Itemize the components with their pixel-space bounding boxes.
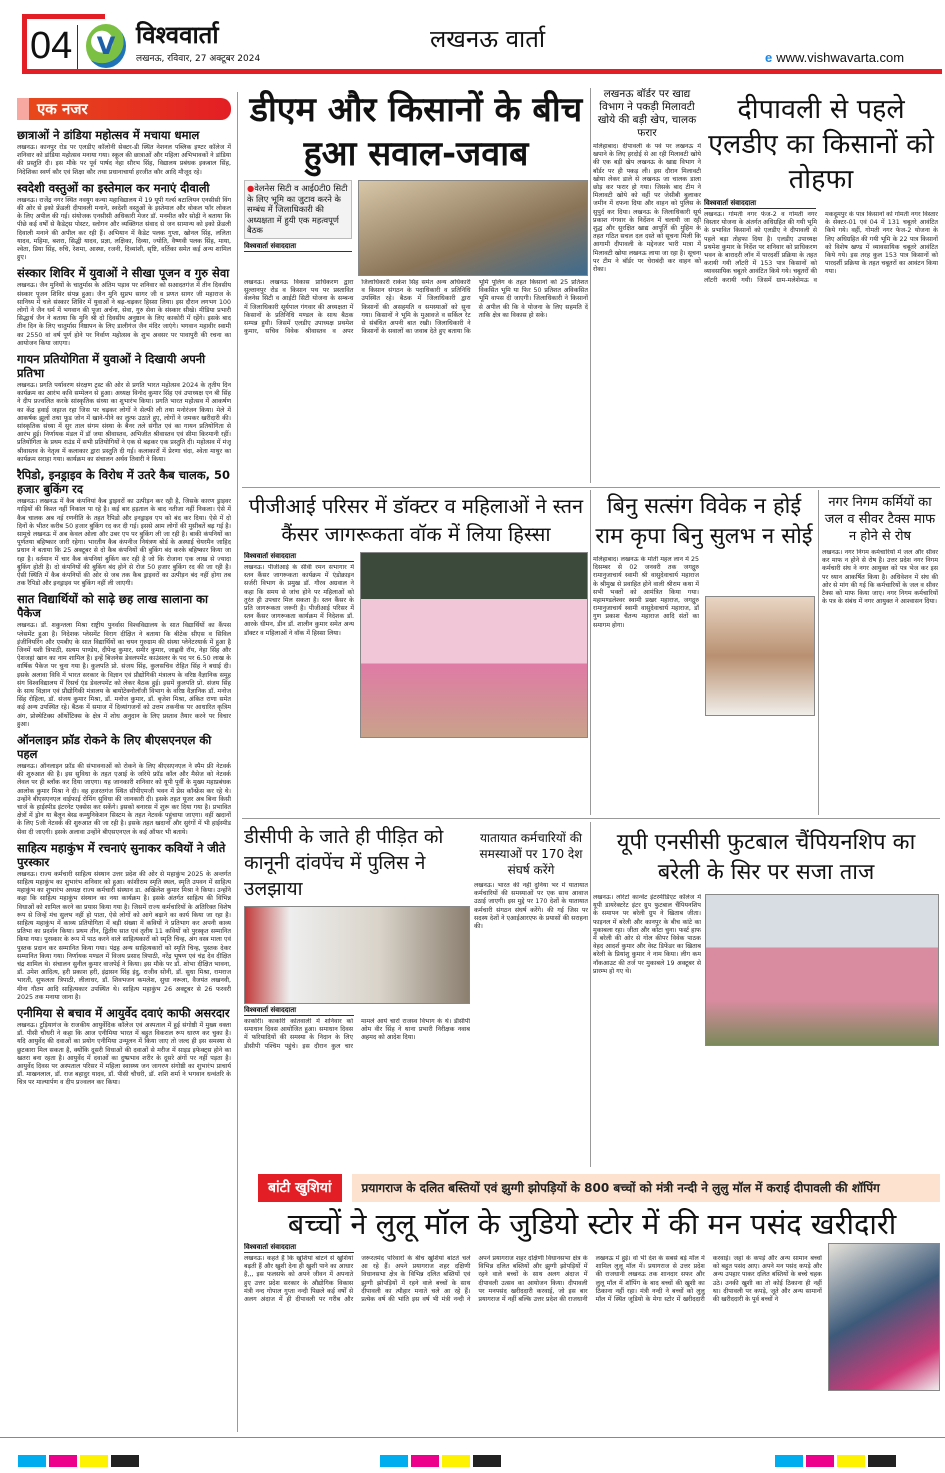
nigam-body: लखनऊ। नगर निगम कर्मचारियों में जल और सीवर कर माफ न होने से रोष है। उत्तर प्रदेश नगर निगम कर्मचारी संघ ने नगर आयुक्त को पत्र भेज कर इस पर ध्यान आकर्षित किया है। अधिवेशन में संघ की ओर से मांग की गई कि कर्मचारियों के जल व सीवर टैक्स को माफ किया जाए। नगर निगम कर्मचारियों के पत्र के संबंध में नगर आयुक्त ने आश्वासन दिया। (822, 549, 938, 606)
dcp-byline: विश्ववार्ता संवाददाता (244, 1006, 354, 1016)
brief-headline: स्वदेशी वस्तुओं का इस्तेमाल कर मनाएं दीवाली (17, 180, 210, 195)
lulu-byline: विश्ववार्ता संवाददाता (244, 1243, 354, 1253)
dm-lead-row (244, 180, 588, 276)
yatayat-headline: यातायात कर्मचारियों की समस्याओं पर 170 देश संघर्ष करेंगे (479, 831, 583, 877)
brief-body: लखनऊ। लखनऊ में कैब कंपनियां कैब ड्राइवरों का उत्पीड़न कर रही है, जिसके कारण ड्राइवर गाड़ियों की किश्त नहीं निकाल पा रहे है। कई बार हड़ताल के बाद नतीजा नहीं निकला। ऐसे में कैब चालक अब नई रणनीति के तहत रैपिडो और इनड्राइव एप को बंद कर दिया। ऐसे में दो दिनों के भीतर करीब 50 हजार बुकिंग रद कर दी गई। इससे आम लोगों की मुसीबतें बढ़ गई है। सामूचे लखनऊ में अब केवल ओला और उबर एप पर बुकिंग ली जा रही है। बाकी कंपनियों का पूर्णतया बहिष्कार जारी रहेगा। भारतीय कैब कंपनीज नियंत्रण बोर्ड के अस्थाई चेयरमैन जाहिद प्रधान ने बताया कि 25 अक्टूबर से दो कैब कंपनियों की बुकिंग बंद करके बहिष्कार किया जा रहा है। वर्तमान में चार कैब कंपनियां बुकिंग कर रही है जो कि रोजाना एक लाख से ज्यादा बुकिंग होती है। दो कंपनियों की बुकिंग बंद होने से रोज 50 हजार बुकिंग रद की जा रही है। ऐसी स्थिति में कैब कंपनियों की ओर से जब तक कैब ड्राइवरों का उत्पीड़न बंद नहीं होगा तब तक रैपिडो और इनड्राइव पर बुकिंग नहीं ली जाएगी। (17, 498, 231, 588)
satsang-body: मलिहाबाद। लखनऊ के मोती महल लान में 25 दिसम्बर से 02 जनवरी तक जगद्गुरु रामानुजाचार्य स्वामी श्री वासुदेवाचार्य महाराज के श्रीमुख से प्रवाहित होने वाली श्रीराम कथा में सभी भक्तों को आमंत्रित किया गया। महामण्डलेश्वर स्वामी प्रखर महाराज, जगद्गुरु रामानुजाचार्य स्वामी वासुदेवाचार्य महाराज, डॉ गुण प्रकाश चैतन्य महाराज आदि संतों का समागम होगा। (593, 556, 699, 629)
lulu-story (244, 1174, 940, 1436)
brief-headline: साहित्य महाकुंभ में रचनाएं सुनाकर कवियों ने जीते पुरस्कार (17, 840, 226, 869)
brand-logo: V (86, 24, 126, 68)
lda-headline: दीपावली से पहले एलडीए का किसानों को तोहफा (708, 94, 934, 195)
brief-body: लखनऊ। राजेंद्र नगर स्थित नवयुग कन्या महाविद्यालय में 19 यूपी गर्ल्स बटालियन एनसीसी विंग की ओर से इको फ्रेंडली दीपावली मनाने, स्वदेशी वस्तुओं के इस्तेमाल और वोकल फॉर लोकल के लिए अपील की गई। संयोजक एनसीसी अधिकारी मेजर डॉ. मनमीत कौर सोढ़ी ने बताया कि पीछे कई वर्षों से कैडेट्स पोस्टर, स्लोगन और व्यक्तिगत संवाद से जन सामान्य को इको फ्रेंडली दिवाली मनाने की अपील कर रही हैं। अभियान में कैडेट पलक गुप्ता, खोनल सिंह, ललिता यादव, महिमा, बशरा, सिद्धी यादव, प्रज्ञा, लक्षिका, दिव्या, ज्योति, वैष्णवी पलक सिंह, माया, श्वेता, प्रिया सिंह, रुचि, रेशमा, आस्था, रजनी, दिव्यांशी, सृष्टि, वर्तिका समेत कई अन्य शामिल हुए। (17, 196, 231, 262)
ek-nazar-banner: एक नजर (17, 98, 231, 120)
nigam-headline: नगर निगम कर्मियों का जल व सीवर टैक्स माफ न होने से रोष (824, 495, 936, 544)
dm-headline: डीएम और किसानों के बीच हुआ सवाल-जवाब (249, 90, 583, 174)
briefs-column (17, 124, 231, 1434)
dm-highlight: वेलनेस सिटी व आई0टी0 सिटी के लिए भूमि का जुटाव करने के सम्बंध में जिलाधिकारी की अध्यक्षता में हुयी एक महत्वपूर्ण बैठक (247, 183, 348, 235)
lulu-body: लखनऊ। कहते हैं कि खुशियां बांटने से खुशियां बढ़ती हैं और खुशी देना ही खुशी पाने का आधार है,,, इस फलसफे को अपने जीवन में अपनाते हुए उत्तर प्रदेश सरकार के औद्योगिक विकास मंत्री नन्द गोपाल गुप्ता नन्दी पिछले कई वर्षों से अलग अंदाज में ही दीपावली पर गरीब और जरूरतमंद परिवारों के बीच खुशियां बांटते चले आ रहे हैं। अपने प्रयागराज शहर दक्षिणी विधानसभा क्षेत्र के विभिन्न दलित बस्तियों एवं झुग्गी झोपड़ियों में रहने वाले बच्चों के साथ दीपावली का त्यौहार मनाते चले आ रहे हैं। प्रत्येक वर्ष की भांति इस वर्ष भी मंत्री नन्दी ने अपने प्रयागराज शहर दक्षिणी विधानसभा क्षेत्र के विभिन्न दलित बस्तियों और झुग्गी झोपड़ियों में रहने वाले बच्चों के साथ अलग अंदाज में दीपावली उत्सव का आयोजन किया। दीपावली पर मनपसंद खरीददारी करवाई, जो इस बार प्रयागराज में नहीं बल्कि उत्तर प्रदेश की राजधानी लखनऊ में हुई। वो भी देश के सबसे बड़े मॉल में शामिल लुलू मॉल में। प्रयागराज से उत्तर प्रदेश की राजधानी लखनऊ तक शानदार सफर और लुलू मॉल में शॉपिंग के बाद बच्चों की खुशी का ठिकाना नहीं रहा। मंत्री नन्दी ने बच्चों को लुलु मॉल में स्थित जूडियो के मेगा स्टोर में खरीददारी करवाई। जहां के कपड़े और अन्य सामान बच्चों को बहुत पसंद आए। अपने मन पसंद कपड़े और अन्य उपहार पाकर दलित बस्तियों के बच्चे चहक उठे। उनकी खुशी का तो कोई ठिकाना ही नहीं था। दीपावली पर कपड़े, जूते और अन्य सामानों की खरीददारी के पूर्व बच्चों ने (244, 1255, 822, 1304)
satsang-headline: बिनु सत्संग विवेक न होई राम कृपा बिनु सुलभ न सोई (595, 494, 813, 549)
satsang-story (593, 492, 815, 814)
border-story (593, 88, 701, 484)
page-number: 04 (30, 25, 73, 67)
ncc-headline: यूपी एनसीसी फुटबाल चैंपियनशिप का बरेली के सिर पर सजा ताज (616, 830, 916, 885)
brief-headline: संस्कार शिविर में युवाओं ने सीखा पूजन व गुरु सेवा (17, 266, 230, 281)
satsang-photo (705, 596, 815, 716)
registration-marks (18, 1452, 142, 1471)
divider (77, 25, 78, 69)
pgi-body: लखनऊ। पीजीआई के सीवी रमन सभागार में स्तन कैंसर जागरूकता कार्यक्रम में एंडोक्राइन सर्जरी विभाग के प्रमुख डॉ. गौरव अग्रवाल ने कहा कि समय से जांच होने पर महिलाओं को तुरंत ही उपचार मिल सकता है। स्तन कैंसर के प्रति जागरूकता जरूरी है। पीजीआई परिसर में स्तन कैंसर जागरूकता कार्यक्रम में निदेशक डॉ. आरके धीमन, डीन डॉ. शालीन कुमार समेत अन्य डॉक्टर व महिलाओं ने वॉक में हिस्सा लिया। (244, 564, 354, 637)
lda-story (704, 92, 938, 484)
yatayat-story (474, 830, 588, 1166)
column-rule (590, 822, 591, 1167)
lulu-shopping-photo (828, 1243, 940, 1391)
yatayat-body: लखनऊ। भारत की नहीं दुनिया भर में यातायात कर्मचारियों की समस्याओं पर एक साथ आवाज उठाई जाएगी। इस मुद्दे पर 170 देशों के यातायात कर्मचारी संगठन संघर्ष करेंगे। की गई जिस पर सदस्य देशों ने एआईआरएफ के प्रयासों की सराहना की। (474, 882, 588, 931)
dcp-headline: डीसीपी के जाते ही पीड़ित को कानूनी दांवपेंच में पुलिस ने उलझाया (244, 826, 444, 900)
lulu-strap-bg (352, 1174, 940, 1202)
column-rule (237, 92, 238, 1432)
dm-side (244, 180, 352, 276)
brief-headline: गायन प्रतियोगिता में युवाओं ने दिखायी अपनी प्रतिभा (17, 352, 206, 381)
brief-headline: छात्राओं ने डांडिया महोत्सव में मचाया धमाल (17, 128, 200, 142)
registration-marks (775, 1452, 899, 1471)
brief-body: लखनऊ। राज्य कर्मचारी साहित्य संस्थान उत्तर प्रदेश की ओर से महाकुंभ 2025 के अन्तर्गत साहित्य महाकुंभ का शुभारंभ शनिवार को हुआ। कांशीराम स्मृति स्थल, स्मृति उपवन में साहित्य महाकुंभ का शुभारंभ अध्यक्ष राज्य कर्मचारी संस्थान डा. अखिलेश कुमार मिश्रा ने किया। उन्होंने कहा कि साहित्य महाकुंभ संस्थान का नया कार्यक्रम है। इसके अंतर्गत साहित्य की विभिन्न विधाओं को शामिल करने का प्रयास किया गया है। जिसमें राज्य कर्मचारियों के अतिरिक्त विशेष रूप से जिन्हें मंच सुलभ नहीं हो पाता, ऐसे लोगों को आगे बढ़ाने का कार्य किया जा रहा है। साहित्य महाकुंभ में काव्य प्रतियोगिता में बड़ी संख्या में कवियों ने प्रतिभाग कर अपनी काव्य प्रतिभा का प्रदर्शन किया। प्रथम तीन, द्वितीय सात एवं तृतीय 11 कवियों को पुरस्कृत सम्मानित किया गया। पुरस्कार के रूप में पाठ करने वाले साहित्यकारों को स्मृति चिन्ह, अंग वस्त्र माला एवं पुस्तक प्रदान कर सम्मानित किया गया। पंद्रह अन्य साहित्यकारों को स्मृति चिन्ह, पुस्तक देकर सम्मानित किया गया। निर्णायक मण्डल में विजय प्रसाद त्रिपाठी, नरेंद्र भूषण एवं चंद्र देव दीक्षित चंद्र शामिल थे। संचालन सुनील कुमार वाजपेई ने किया। इस मौके पर डॉ. शोभा दीक्षित भावना, डॉ. उमेश आदित्य, हरी प्रकाश हरी, इंद्रासन सिंह इंदु, राजीव सोनी, डॉ. सुधा मिश्रा, रामराज भारती, सुफलता त्रिपाठी, लीलाधर, डॉ. शिवभजन कमलेश, सुधा नरूला, वैजयंत लखनवी, मीना गौतम आदि साहित्यकार उपस्थित थे। साहित्य महाकुंभ 26 अक्टूबर से 26 फरवरी 2025 तक मनाया जाना है। (17, 870, 231, 1001)
border-headline: लखनऊ बॉर्डर पर खाद्य विभाग ने पकड़ी मिलावटी खोये की बड़ी खेप, चालक फरार (597, 88, 697, 139)
pgi-byline: विश्ववार्ता संवाददाता (244, 552, 354, 562)
ncc-content (593, 894, 939, 1166)
lulu-strapline: प्रयागराज के दलित बस्तियों एवं झुग्गी झोपड़ियों के 800 बच्चों को मंत्री नन्दी ने लुलु मॉल में कराई दीपावली की शॉपिंग (361, 1180, 880, 1195)
lulu-text-col (244, 1243, 822, 1436)
dm-highlight-box (244, 180, 352, 239)
dm-body: लखनऊ। लखनऊ विकास प्राधिकरण द्वारा सुल्तानपुर रोड व किसान पथ पर प्रस्तावित वेलनेस सिटी व आईटी सिटी योजना के सम्बन्ध में जिलाधिकारी सूर्यपाल गंगवार की अध्यक्षता में किसानों के प्रतिनिधि मण्डल के साथ बैठक सम्पन्न हुयी। जिसमें एलडीए उपाध्यक्ष प्रथमेश कुमार, सचिव विवेक श्रीवास्तव व अपर जिलाधिकारी राकेश सिंह समेत अन्य अधिकारी व किसान संगठन के पदाधिकारी व प्रतिनिधि उपस्थित रहे। बैठक में जिलाधिकारी द्वारा किसानों की असहमति व समस्याओं को सुना गया। किसानों ने भूमि के मुआवजे व सर्किल रेट से संबंधित अपनी बात रखी। जिलाधिकारी ने किसानों के सवालों का जवाब देते हुए बताया कि भूमि पूलिंग के तहत किसानों को 25 प्रतिशत विकसित भूमि या फिर 50 प्रतिशत अविकसित भूमि वापस दी जाएगी। जिलाधिकारी ने किसानों से अपील की कि वे योजना के लिए सहमति दें ताकि क्षेत्र का विकास हो सके। (244, 279, 588, 336)
browser-icon: e (765, 50, 773, 65)
brief-body: लखनऊ। ऑनलाइन फ्रॉड की संभावनाओं को रोकने के लिए बीएसएनएल ने स्पैम फ्री नेटवर्क की शुरुआत की है। इस सुविधा के तहत एआई के जरिये फ्रॉड कॉल और मैसेज को नेटवर्क लेवल पर ही ब्लॉक कर दिया जाएगा। यह जानकारी शनिवार को यूपी पूर्वी के मुख्य महाप्रबंधक आलोक कुमार मिश्रा ने दी। वह हजरतगंज स्थित सीपीएमजी भवन में प्रेस कॉन्फ्रेंस कर रहे थे। उन्होंने बीएसएनएल वाईफाई रोमिंग सुविधा की जानकारी दी। इसके तहत यूजर अब बिना किसी चार्ज के हाईस्पीड इंटरनेट एक्सेस कर सकेंगे। इसको बनारस में शुरू कर दिया गया है। प्रभावित क्षेत्रों में ड्रोन या बैलून बेस्ड कम्युनिकेशन सिस्टम के तहत नेटवर्क पहुंचाया जाएगा। वहीं खदानों के लिए 5जी नेटवर्क की शुरुआत की जा रही है। इसके तहत खदानों और सुरंगों में भी हाईस्पीड सेवा दी जाएगी। इसके अलावा उन्होंने बीएसएनएल के कई ऑफर भी बताये। (17, 762, 231, 836)
satsang-content (593, 556, 815, 814)
border-body: मलिहाबाद। दीपावली के पर्व पर लखनऊ में खपाने के लिए हरदोई से आ रही मिलावटी खोये की एक बड़ी खेप लखनऊ के खाद्य विभाग ने बॉर्डर पर ही पकड़ ली। इस दौरान मिलावटी खोया लेकर डाले से लखनऊ जा चालक डाला छोड़ कर फरार हो गया। जिसके बाद टीम ने मिलावटी खोये को वहीं पर जेसीबी बुलाकर जमीन में दफना दिया और वाहन को पुलिस के सुपुर्द कर दिया। लखनऊ के जिलाधिकारी सूर्य प्रकाश गंगवार के निर्देशन में चलायी जा रही शुद्ध और सुरक्षित खाद्य आपूर्ति की मुहिम के तहत गठित सचल दल दस्ते को सूचना मिली कि आगामी दीपावली के मद्देनजर भारी मात्रा में मिलावटी खोया लखनऊ लाया जा रहा है। सूचना पर टीम ने बॉर्डर पर घेराबंदी कर वाहन को रोका। (593, 143, 701, 274)
dm-meeting-photo (358, 180, 588, 276)
brief-body: लखनऊ। डॉ. शकुन्तला मिश्रा राष्ट्रीय पुनर्वास विश्वविद्यालय के सात विद्यार्थियों का कैंपस प्लेसमेंट हुआ है। निदेशक प्लेसमेंट विराग दीक्षित ने बताया कि बीटेक सीएस व सिविल इंजीनियरिंग और एमबीए के सात विद्यार्थियों का चयन गुरुग्राम की संस्था प्लेनेटरयार्क में हुआ है जिनमें यशी त्रिपाठी, सत्यम पाण्डेय, दीपेन्द्र कुमार, समीर कुमार, जाह्नवी रॉय, नेहा सिंह और ऐशजहां खान का नाम शामिल है। इन्हें बिजनेस डेवलपमेंट काउंसलर के पद पर 6.50 लाख के वार्षिक पैकेज पर चुना गया है। कुलपति प्रो. संजय सिंह, कुलसचिव रोहित सिंह ने बधाई दी। इसके अलावा विवि में भारत सरकार के विज्ञान एवं प्रौद्योगिकी मंत्रालय के वरिष्ठ वैज्ञानिक समूह संग विश्वविद्यालय में रिसर्च एंड डेवलपमेंट को लेकर बैठक हुई। इसमें कुलपति प्रो. संजय सिंह के साथ विज्ञान एवं प्रौद्योगिकी मंत्रालय के बायोटेक्नोलॉजी विभाग के वरिष्ठ वैज्ञानिक डॉ. मनोज सिंह रोहिला, डॉ. संजय कुमार मिश्रा, डॉ. मनोज कुमार, डॉ. बृजेश मिश्रा, अंकित राणा समेत कई अन्य उपस्थित रहे। बैठक में समाज में दिव्यांगजनों को उत्तम तकनीक पर आधारित कृत्रिम अंग, प्रोस्थेटिक्स ऑर्थोटिक्स के क्षेत्र में शोध अनुदान के लिए प्रस्ताव तैयार करने पर विचार हुआ। (17, 622, 231, 728)
footer-rule (0, 1437, 945, 1438)
website-link[interactable] (765, 50, 908, 66)
brief-headline: ऑनलाइन फ्रॉड रोकने के लिए बीएसएनएल की पहल (17, 732, 212, 761)
column-rule (590, 490, 591, 815)
brief-headline: एनीमिया से बचाव में आयुर्वेद दवाएं काफी असरदार (17, 1006, 230, 1021)
registration-marks (380, 1452, 504, 1471)
brief-body: लखनऊ। कानपुर रोड पर एलडीए कॉलोनी सेक्टर-डी स्थित नेशनल पब्लिक इण्टर कॉलेज में शनिवार को डांडिया महोत्सव मनाया गया। स्कूल की छात्राओं और महिला अभिभावकों ने डांडिया की प्रस्तुति दी। इस मौके पर पूर्व पार्षद नेहा सौरभ सिंह, विद्यालय प्रबंधक इकबाल सिंह, निदेशिका स्वर्ण कौर एवं शिक्षा कौर तथा प्रधानाचार्या हरजीत कौर आदि मौजूद रहे। (17, 144, 231, 176)
lda-body: लखनऊ। गोमती नगर फेज-2 व गोमती नगर विस्तार योजना के अंतर्गत अधिग्रहित की गयी भूमि के प्रभावित किसानों को एलडीए ने दीपावली से पहले बड़ा तोहफा दिया है। एलडीए उपाध्यक्ष प्रथमेश कुमार के निर्देश पर शनिवार को प्राधिकरण भवन के बारादरी लॉन में पारदर्शी प्रक्रिया के तहत करायी गयी लॉटरी में 153 पात्र किसानों को व्यावसायिक चबूतरे आवंटित किये गये। चबूतरों की लॉटरी करायी गयी। जिसमें ग्राम-मलेशेमऊ व मकदूमपुर के पात्र किसानों को गोमती नगर विस्तार के सेक्टर-01 एवं 04 में 131 चबूतरे आवंटित किये गये। वहीं, गोमती नगर फेज-2 योजना के लिए अधिग्रहित की गयी भूमि के 22 पात्र किसानों को विशेष खण्ड में व्यावसायिक चबूतरे आवंटित किये गये। इस तरह कुल 153 पात्र किसानों को पारदर्शी प्रक्रिया के तहत चबूतरों का आवंटन किया गया। (704, 211, 938, 284)
dcp-body: काकोरी। काकोरी कोतवाली में शनिवार को समाधान दिवस आयोजित हुआ। समाधान दिवस में फरियादियों की समस्या के निदान के लिए डीसीपी पश्चिम पहुंचे। इस दौरान कुल चार मामले आये चारों राजस्व विभाग के थे। डीसीपी ओम वीर सिंह ने थाना प्रभारी निरीक्षक नवाब अहमद को आदेश दिया। (244, 1018, 470, 1050)
ncc-body: लखनऊ। लोरेटो कान्वेंट इंटरमीडिएट कॉलेज में यूपी डायरेक्टरेट इंटर ग्रुप फुटबाल चैंपियनशिप के समापन पर बरेली ग्रुप ने खिताब जीता। फाइनल में बरेली और कानपुर के बीच कांटे का मुकाबला रहा। जीता और कोटा चुना। फर्स्ट हाफ में बरेली की ओर से गोल कीपर विवेक पाठक वेहद आदर्श कुमार और वेस्ट डिफेंडर का खिताब बरेली के प्रियांशु कुमार ने नाम किया। लीग कम नॉकआउट की तर्ज पर मुकाबले 19 अक्टूबर से प्रारम्भ हो गए थे। (593, 894, 701, 975)
brand-name: विश्ववार्ता (136, 21, 219, 49)
lulu-ribbon: बांटी खुशियां (258, 1174, 342, 1202)
column-rule (590, 88, 591, 483)
pgi-content (244, 552, 588, 814)
pgi-headline: पीजीआई परिसर में डॉक्टर व महिलाओं ने स्तन कैंसर जागरूकता वॉक में लिया हिस्सा (248, 494, 584, 546)
lulu-headline: बच्चों ने लुलू मॉल के जुडियो स्टोर में की मन पसंद खरीदारी (287, 1207, 897, 1241)
column-rule (818, 490, 819, 815)
edition-date: लखनऊ, रविवार, 27 अक्टूबर 2024 (136, 54, 261, 64)
row-rule (242, 487, 940, 488)
bullet-icon: ● (247, 183, 255, 193)
section-title: लखनऊ वार्ता (430, 25, 546, 53)
brief-body: लखनऊ। जैन मुनियों के चातुर्मास के अंतिम पड़ाव पर शनिवार को सआदतगंज में तीन दिवसीय संस्कार पूजन शिविर संपन्न हुआ। जैन मुनि सुप्रभ सागर जी व प्रणत सागर जी महाराज के सानिध्य में चले संस्कार शिविर में युवाओं ने बढ़-चढ़कर हिस्सा लिया। इस दौरान लगभग 100 लोगों ने जैन धर्म में भगवान की पूजा अर्चना, सेवा, गुरु सेवा के संस्कार सीखे। मीडिया प्रभारी सिद्धार्थ जैन ने बताया कि मुनि श्री दो दिवसीय अनुष्ठान के लिए काकोरी में रहेंगे। इसके बाद तीन दिन के लिए चातुर्मास निष्ठापन के लिए डालीगंज जैन मंदिर जाएंगे। भगवान महावीर स्वामी का 2550 वां वर्ष पूर्ण होने पर निर्वाण महोत्सव के शुभ अवसर पर पावापुरी की रचना का आयोजन किया जाएगा। (17, 282, 231, 347)
pgi-text-col (244, 552, 354, 814)
lulu-strap-row (258, 1174, 940, 1202)
dm-story (244, 88, 588, 484)
ncc-story (593, 828, 939, 1166)
dcp-photo (244, 906, 470, 1004)
photo-fill (829, 1244, 939, 1390)
dcp-story (244, 824, 470, 1166)
brief-body: लखनऊ। प्रगति पर्यावरण संरक्षण ट्रस्ट की ओर से प्रगति भारत महोत्सव 2024 के तृतीय दिन कार्यक्रम का आरंभ कवि सम्मेलन से हुआ। अध्यक्ष विनोद कुमार सिंह एवं उपाध्यक्ष एन बी सिंह ने दीप प्रज्वलित करके सांस्कृतिक संध्या का शुभारंभ किया। प्रगति भारत महोत्सव में आकर्षण का केंद्र हवाई जहाज रहा जिस पर चढ़कर लोगों ने सेल्फी ली तथा मनोरंजन किया। मेले में आकर्षक झूलों तथा फूड जोन में खाने-पीने का लुत्फ उठाते हुए, लोगों ने जमकर खरीदारी की। सांस्कृतिक संध्या में सुर ताल संगम संस्था के बैनर तले संगीत एवं का गायन प्रतियोगिता से आरंभ हुई। निर्णायक मंडल में डॉ जया श्रीवास्तव, अभिजीत श्रीवास्तव एवं सीमा किरमानी रहीं। प्रतियोगिता के प्रथम राउंड में सभी प्रतियोगियों ने एक से बढ़कर एक प्रस्तुति दी। महोत्सव में मंजू श्रीवास्तव के नेतृत्व में कलाकार द्वारा प्रस्तुति दी गई। कलाकारों में प्रेरणा चंदा, श्वेता माथुर का कार्यक्रम सराहा गया। कार्यक्रम का संचालन अर्थव तिवारी ने किया। (17, 382, 231, 463)
brief-headline: रैपिडो, इनड्राइव के विरोध में उतरे कैब चालक, 50 हजार बुकिंग रद (17, 468, 231, 497)
pgi-walk-photo (360, 552, 588, 738)
brief-body: लखनऊ। टुड़ियागंज के राजकीय आयुर्वेदिक कॉलेज एवं अस्पताल में हुई संगोष्ठी में मुख्य वक्ता डॉ. पीसी चौधरी ने कहा कि आज एनीमिया भारत में बहुत विकराल रूप धारण कर चुका है। यदि आयुर्वेद की दवाओं का प्रयोग एनीमिया उन्मूलन में किया जाए तो जल्द ही इस समस्या से छुटकारा मिल सकता है, क्योंकि दूसरी विधाओं की दवाओं से मरीज में साइड इफेक्ट्स होने का खतरा बना रहता है। आयुर्वेद में दवाओं का दुष्प्रभाव शरीर के दूसरे अंगों पर नहीं पड़ता है। आयुर्वेद दिवस पर अस्पताल परिसर में महिला स्वास्थ्य जन जागरण संगोष्ठी का शुभारंभ प्राचार्य डॉ. माखनलाल, डॉ. राज बहादुर यादव, डॉ. पीसी चौधरी, डॉ. शशि शर्मा ने भगवान धन्वंतरि के चित्र पर माल्यार्पण व दीप प्रज्वलन कर किया। (17, 1022, 231, 1087)
pgi-story (244, 492, 588, 814)
lda-byline: विश्ववार्ता संवाददाता (704, 199, 816, 209)
website-url: www.vishwavarta.com (776, 50, 905, 65)
lulu-content (244, 1243, 940, 1436)
ncc-team-photo (705, 894, 939, 1046)
row-rule (242, 818, 940, 819)
brief-headline: सात विद्यार्थियों को साढ़े छह लाख सालाना का पैकेज (17, 592, 208, 621)
dm-byline: विश्ववार्ता संवाददाता (244, 242, 352, 252)
nigam-story (822, 494, 938, 814)
